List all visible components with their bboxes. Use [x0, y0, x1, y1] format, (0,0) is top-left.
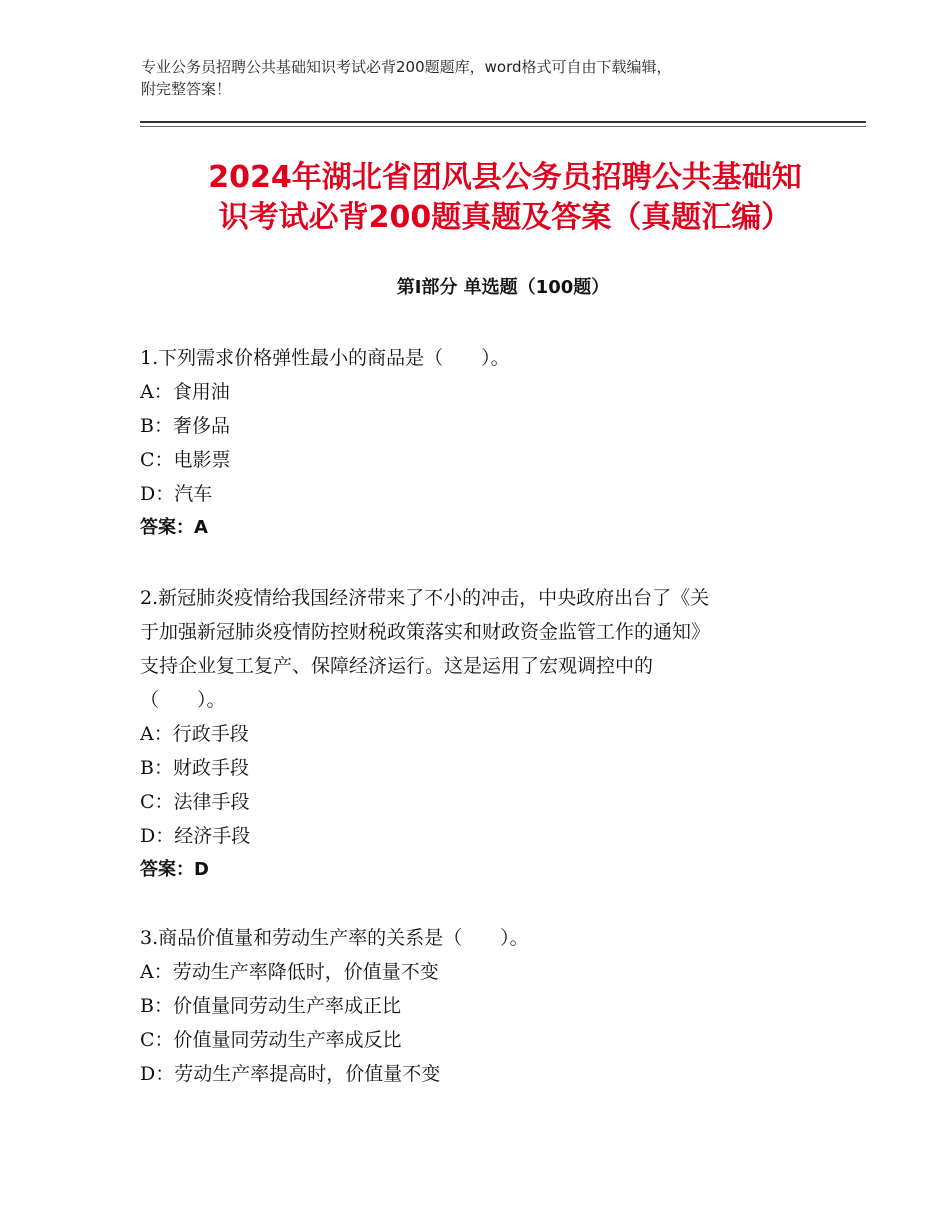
option-b: B：价值量同劳动生产率成正比 [140, 995, 401, 1017]
header-note [141, 56, 821, 100]
header-note-line-2: 附完整答案！ [141, 80, 232, 98]
header-rule-thick [140, 121, 866, 123]
header-rule-thin [140, 126, 866, 127]
question-stem: 3.商品价值量和劳动生产率的关系是（ ）。 [140, 927, 529, 949]
option-b: B：财政手段 [140, 757, 249, 779]
option-d: D：劳动生产率提高时，价值量不变 [140, 1063, 441, 1085]
header-note-line-1: 专业公务员招聘公共基础知识考试必背200题题库，word格式可自由下载编辑， [141, 58, 672, 76]
question-stem-line-2: 于加强新冠肺炎疫情防控财税政策落实和财政资金监管工作的通知》 [140, 621, 711, 643]
option-a: A：食用油 [140, 381, 230, 403]
option-c: C：价值量同劳动生产率成反比 [140, 1029, 402, 1051]
question-1 [140, 341, 830, 545]
question-stem-line-4: （ ）。 [140, 689, 226, 711]
question-3 [140, 921, 830, 1091]
answer: 答案：D [140, 859, 209, 880]
document-title [140, 158, 870, 238]
section-title: 第Ⅰ部分 单选题（100题） [396, 277, 610, 298]
option-d: D：经济手段 [140, 825, 251, 847]
document-title-line-1: 2024年湖北省团风县公务员招聘公共基础知 [208, 160, 802, 195]
question-stem: 1.下列需求价格弹性最小的商品是（ ）。 [140, 347, 510, 369]
document-title-line-2: 识考试必背200题真题及答案（真题汇编） [218, 200, 792, 235]
question-stem-line-3: 支持企业复工复产、保障经济运行。这是运用了宏观调控中的 [140, 655, 654, 677]
option-b: B：奢侈品 [140, 415, 230, 437]
option-d: D：汽车 [140, 483, 213, 505]
question-stem-line-1: 2.新冠肺炎疫情给我国经济带来了不小的冲击，中央政府出台了《关 [140, 587, 710, 609]
option-a: A：行政手段 [140, 723, 249, 745]
option-c: C：电影票 [140, 449, 231, 471]
option-c: C：法律手段 [140, 791, 250, 813]
answer: 答案：A [140, 517, 208, 538]
option-a: A：劳动生产率降低时，价值量不变 [140, 961, 439, 983]
question-2 [140, 581, 830, 887]
